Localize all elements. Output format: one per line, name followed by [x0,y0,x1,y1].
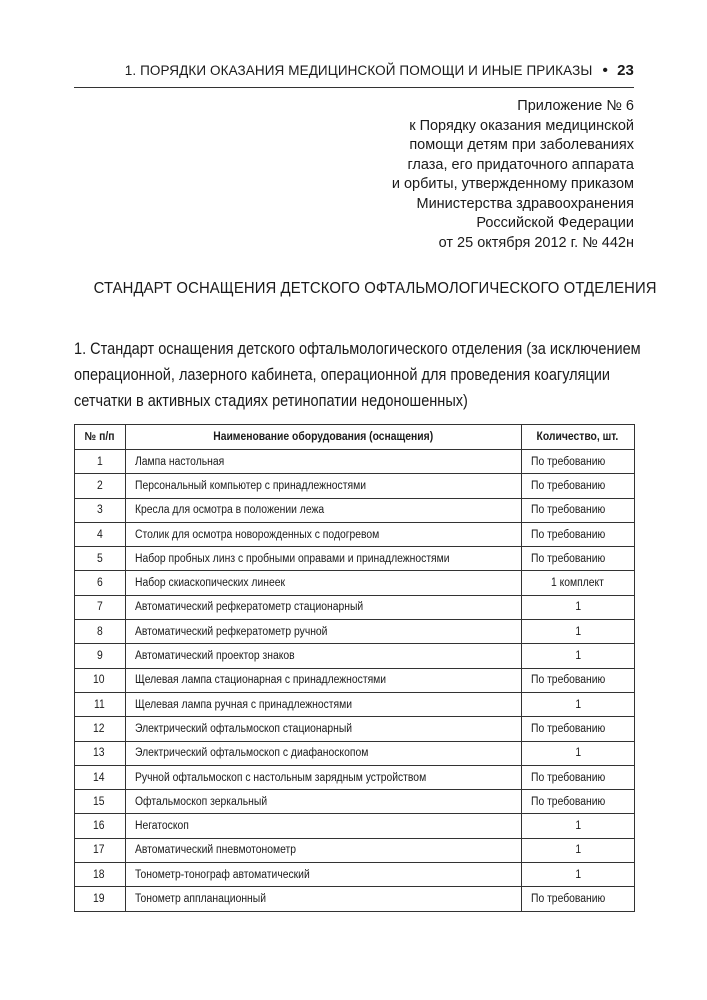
quantity-cell: 1 [521,863,634,887]
table-row [75,571,635,595]
table-row [75,620,635,644]
appendix-line: от 25 октября 2012 г. № 442н [438,234,634,251]
equipment-table [74,424,635,912]
bullet-separator: • [602,61,609,79]
appendix-line: Приложение № 6 [517,98,634,114]
quantity-cell: 1 [521,741,634,765]
row-number-cell: 18 [75,863,126,887]
table-row [75,887,635,911]
column-header-quantity: Количество, шт. [521,425,634,450]
running-title: 1. ПОРЯДКИ ОКАЗАНИЯ МЕДИЦИНСКОЙ ПОМОЩИ И ИНЫЕ ПРИКАЗЫ [124,63,593,78]
column-header-name: Наименование оборудования (оснащения) [125,425,521,450]
appendix-line: помощи детям при заболеваниях [409,137,634,153]
equipment-name-cell: Набор пробных линз с пробными оправами и принадлежностями [125,547,521,571]
appendix-line: и орбиты, утвержденному приказом [391,176,634,192]
equipment-name-cell: Автоматический проектор знаков [125,644,521,668]
appendix-note [314,97,634,253]
equipment-name-cell: Щелевая лампа стационарная с принадлежностями [125,668,521,692]
row-number-cell: 19 [75,887,126,911]
table-row [75,595,635,619]
running-header [74,62,634,79]
table-header-row [75,425,635,450]
table-row [75,644,635,668]
quantity-cell: По требованию [521,547,634,571]
header-divider [74,87,634,88]
quantity-cell: 1 комплект [521,571,634,595]
table-row [75,522,635,546]
equipment-name-cell: Лампа настольная [125,450,521,474]
row-number-cell: 16 [75,814,126,838]
row-number-cell: 5 [75,547,126,571]
quantity-cell: 1 [521,644,634,668]
equipment-name-cell: Тонометр-тонограф автоматический [125,863,521,887]
row-number-cell: 4 [75,522,126,546]
equipment-name-cell: Электрический офтальмоскоп с диафаноскопом [125,741,521,765]
quantity-cell: По требованию [521,450,634,474]
table-row [75,668,635,692]
row-number-cell: 14 [75,765,126,789]
appendix-line: к Порядку оказания медицинской [409,117,634,134]
equipment-name-cell: Набор скиаскопических линеек [125,571,521,595]
table-row [75,838,635,862]
quantity-cell: По требованию [521,765,634,789]
table-row [75,692,635,716]
equipment-name-cell: Щелевая лампа ручная с принадлежностями [125,692,521,716]
quantity-cell: По требованию [521,790,634,814]
row-number-cell: 11 [75,692,126,716]
equipment-name-cell: Негатоскоп [125,814,521,838]
appendix-line: Российской Федерации [476,215,634,231]
quantity-cell: 1 [521,838,634,862]
table-row [75,814,635,838]
section-heading-line: 1. Стандарт оснащения детского офтальмологического отделения (за исключением [74,340,641,358]
quantity-cell: 1 [521,595,634,619]
equipment-name-cell: Офтальмоскоп зеркальный [125,790,521,814]
quantity-cell: По требованию [521,668,634,692]
quantity-cell: 1 [521,620,634,644]
equipment-name-cell: Персональный компьютер с принадлежностями [125,474,521,498]
row-number-cell: 1 [75,450,126,474]
section-heading-line: сетчатки в активных стадиях ретинопатии недоношенных) [74,392,468,410]
equipment-name-cell: Столик для осмотра новорожденных с подогревом [125,522,521,546]
section-heading-line: операционной, лазерного кабинета, операционной для проведения коагуляции [74,366,611,384]
table-row [75,765,635,789]
equipment-name-cell: Автоматический пневмотонометр [125,838,521,862]
document-title: СТАНДАРТ ОСНАЩЕНИЯ ДЕТСКОГО ОФТАЛЬМОЛОГИЧЕСКОГО ОТДЕЛЕНИЯ [93,280,657,297]
row-number-cell: 13 [75,741,126,765]
equipment-name-cell: Автоматический рефкератометр стационарный [125,595,521,619]
row-number-cell: 9 [75,644,126,668]
table-row [75,547,635,571]
appendix-line: глаза, его придаточного аппарата [407,156,634,173]
quantity-cell: 1 [521,692,634,716]
row-number-cell: 2 [75,474,126,498]
equipment-name-cell: Кресла для осмотра в положении лежа [125,498,521,522]
quantity-cell: По требованию [521,887,634,911]
quantity-cell: По требованию [521,498,634,522]
table-row [75,450,635,474]
row-number-cell: 8 [75,620,126,644]
row-number-cell: 17 [75,838,126,862]
appendix-line: Министерства здравоохранения [416,195,634,212]
row-number-cell: 6 [75,571,126,595]
table-row [75,498,635,522]
table-row [75,741,635,765]
equipment-name-cell: Тонометр аппланационный [125,887,521,911]
column-header-number: № п/п [75,425,126,450]
row-number-cell: 12 [75,717,126,741]
table-row [75,474,635,498]
table-row [75,790,635,814]
row-number-cell: 3 [75,498,126,522]
quantity-cell: По требованию [521,522,634,546]
table-row [75,863,635,887]
equipment-name-cell: Электрический офтальмоскоп стационарный [125,717,521,741]
row-number-cell: 15 [75,790,126,814]
table-row [75,717,635,741]
page-number: 23 [617,62,634,79]
section-heading [74,336,641,414]
equipment-name-cell: Ручной офтальмоскоп с настольным зарядным устройством [125,765,521,789]
quantity-cell: По требованию [521,717,634,741]
quantity-cell: По требованию [521,474,634,498]
equipment-name-cell: Автоматический рефкератометр ручной [125,620,521,644]
quantity-cell: 1 [521,814,634,838]
row-number-cell: 7 [75,595,126,619]
row-number-cell: 10 [75,668,126,692]
